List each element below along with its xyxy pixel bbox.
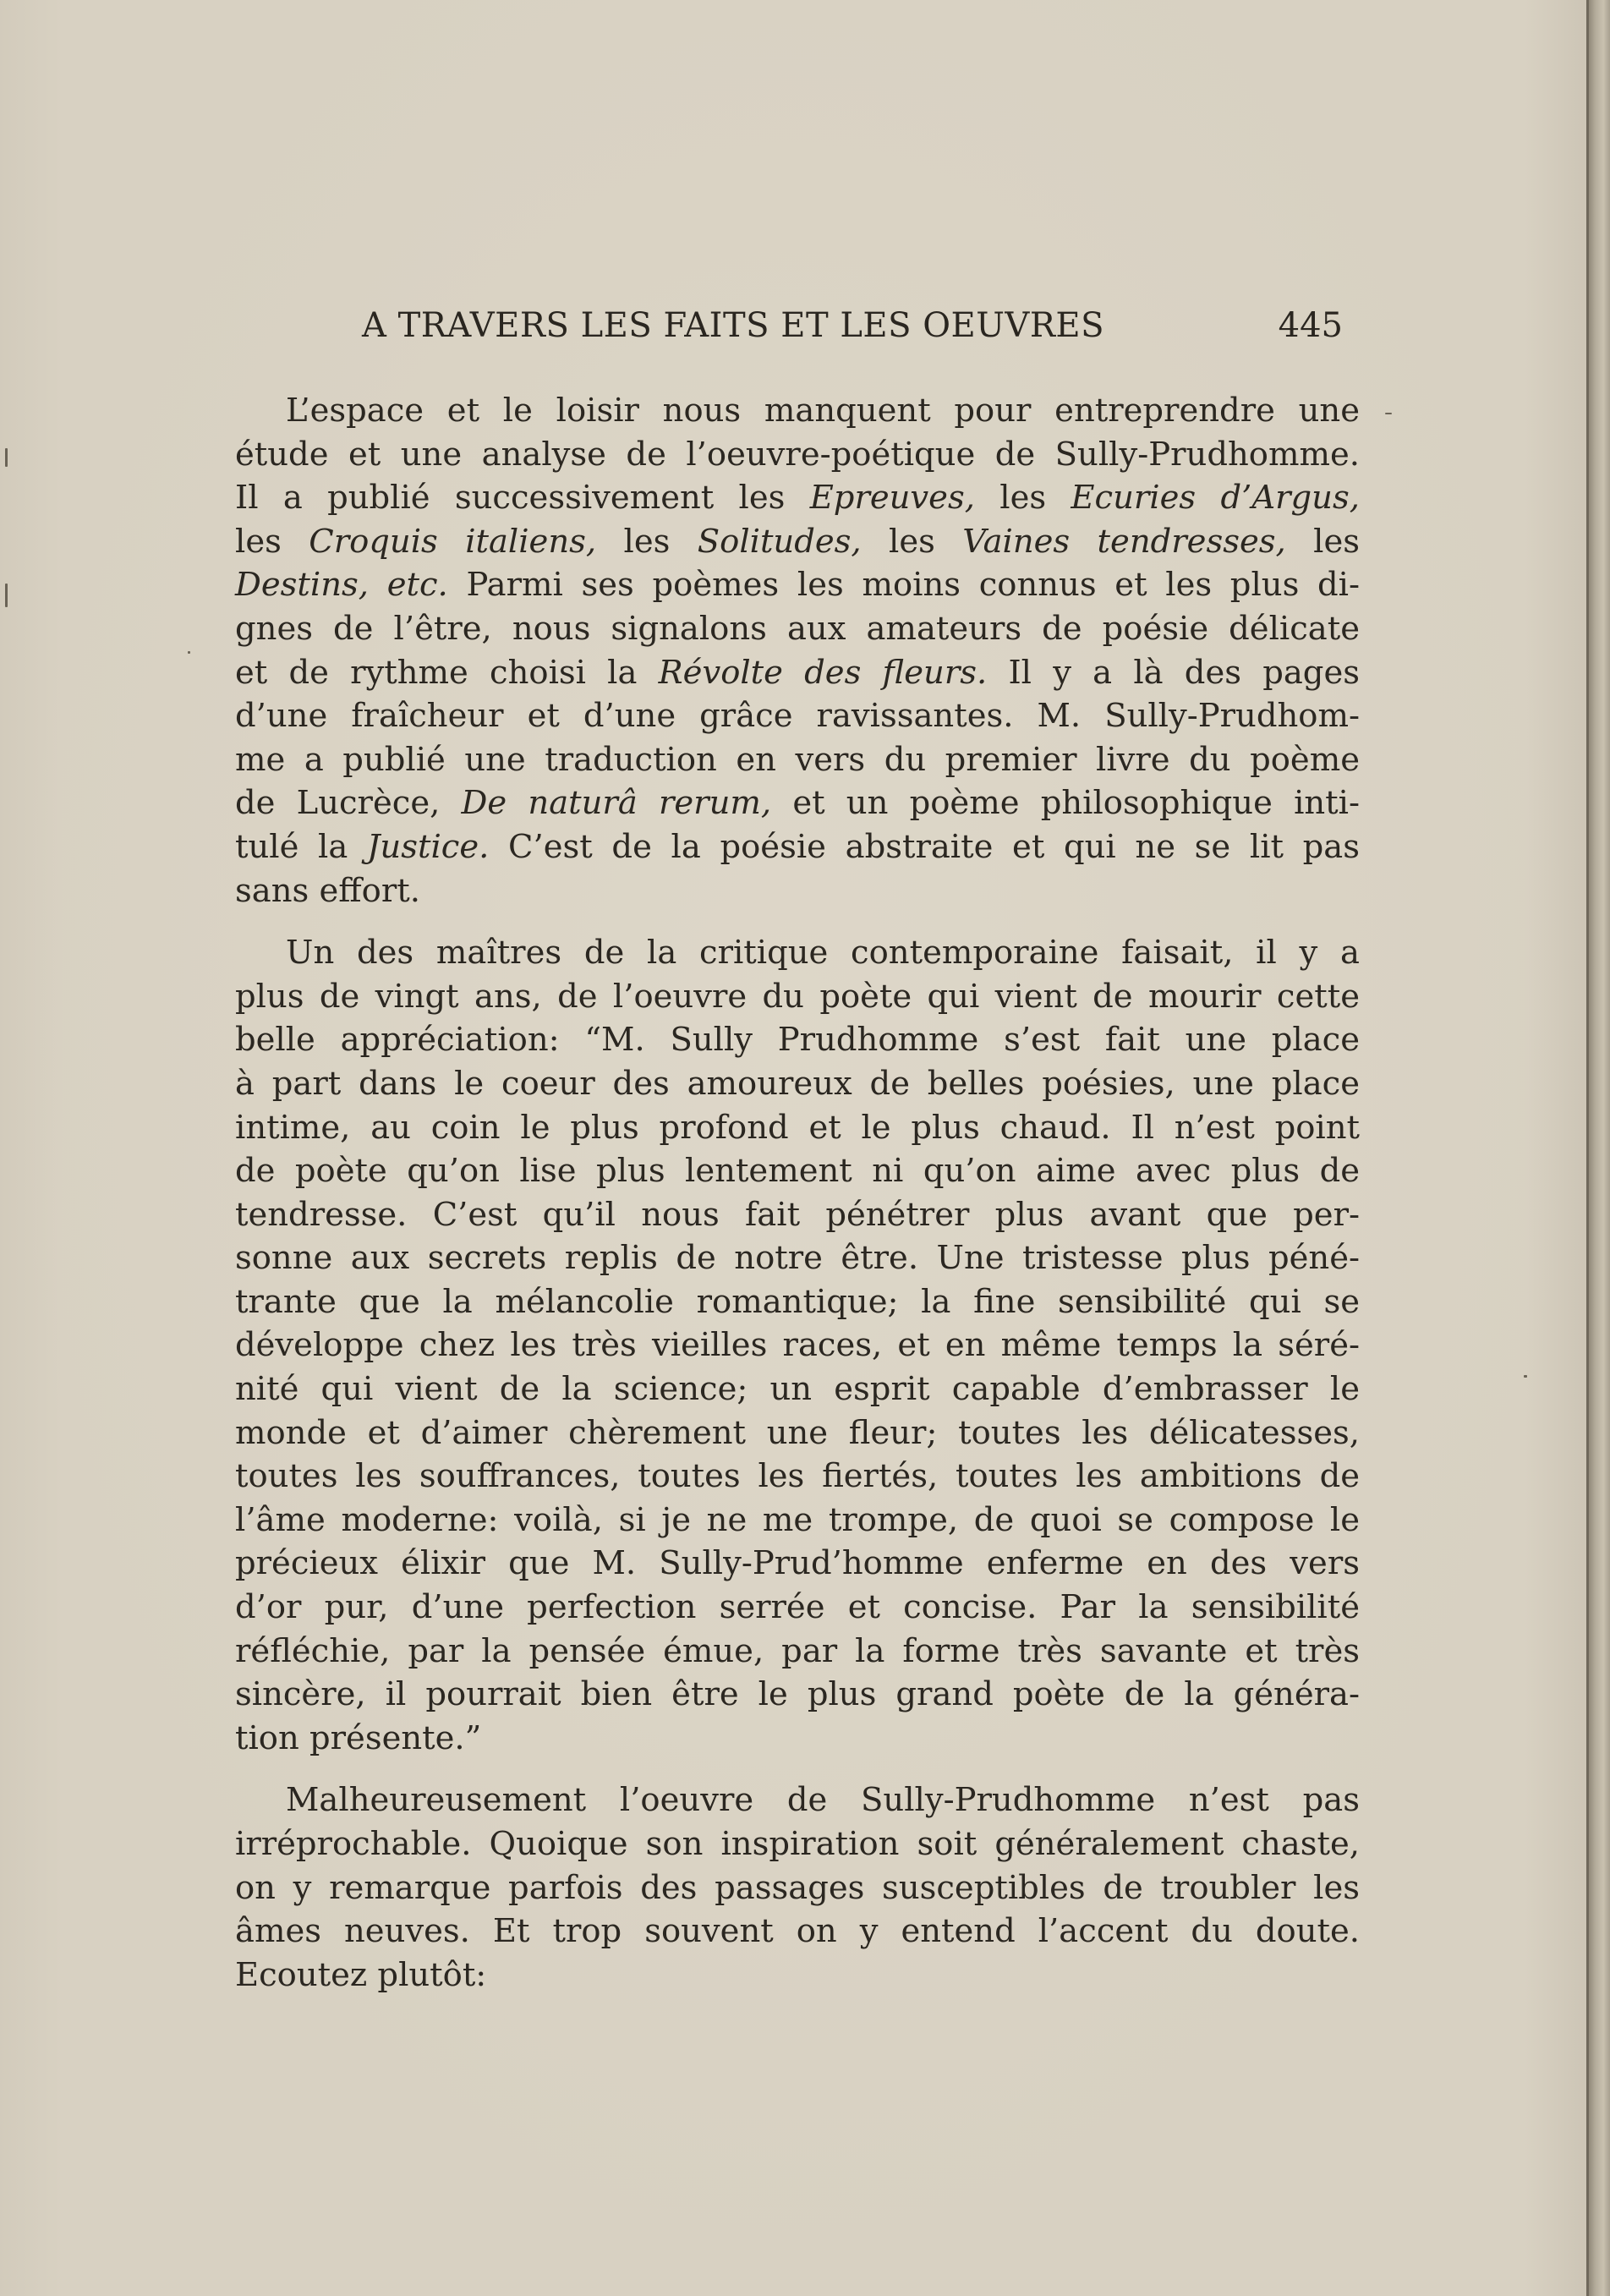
- paper-speck: [188, 651, 190, 654]
- running-title: A TRAVERS LES FAITS ET LES OEUVRES: [362, 306, 1105, 345]
- paper-speck: [1385, 413, 1392, 414]
- work-title: Vaines tendresses,: [962, 522, 1286, 561]
- paper-speck: [5, 448, 8, 467]
- text-line: précieux élixir que M. Sully-Prud’homme enferme en des vers: [235, 1544, 1360, 1583]
- paragraph-3: [235, 1778, 1360, 1997]
- work-title: Epreuves,: [809, 479, 975, 518]
- text-line: tulé la Justice. C’est de la poésie abstraite et qui ne se lit pas: [235, 827, 1361, 866]
- text-line: sans effort.: [235, 871, 420, 910]
- body-text: [235, 389, 1360, 1997]
- text-line: plus de vingt ans, de l’oeuvre du poète qui vient de mourir cette: [235, 977, 1360, 1016]
- text-line: réfléchie, par la pensée émue, par la forme très savante et très: [235, 1631, 1360, 1670]
- text-line: développe chez les très vieilles races, et en même temps la séré-: [235, 1326, 1360, 1365]
- text-line: Ecoutez plutôt:: [235, 1955, 487, 1994]
- text-line: tion présente.”: [235, 1718, 482, 1757]
- text-line: d’une fraîcheur et d’une grâce ravissantes. M. Sully-Prudhom-: [235, 697, 1360, 736]
- text-line: Malheureusement l’oeuvre de Sully-Prudhomme n’est pas: [286, 1781, 1360, 1820]
- page-number: 445: [1278, 306, 1343, 345]
- text-line: d’or pur, d’une perfection serrée et concise. Par la sensibilité: [235, 1588, 1360, 1627]
- text-line: âmes neuves. Et trop souvent on y entend l’accent du doute.: [235, 1912, 1360, 1951]
- text-line: Un des maîtres de la critique contemporaine faisait, il y a: [286, 934, 1360, 973]
- paragraph-2: [235, 931, 1360, 1760]
- text-line: l’âme moderne: voilà, si je ne me trompe, de quoi se compose le: [235, 1500, 1360, 1539]
- text-line: monde et d’aimer chèrement une fleur; toutes les délicatesses,: [235, 1413, 1360, 1452]
- text-line: sonne aux secrets replis de notre être. Une tristesse plus péné-: [235, 1239, 1360, 1278]
- paragraph-1: [235, 389, 1360, 912]
- work-title: Ecuries d’Argus,: [1071, 479, 1360, 518]
- text-line: gnes de l’être, nous signalons aux amateurs de poésie délicate: [235, 609, 1360, 648]
- work-title: Justice.: [367, 827, 490, 866]
- text-line: et de rythme choisi la Révolte des fleurs. Il y a là des pages: [235, 653, 1360, 692]
- text-line: belle appréciation: “M. Sully Prudhomme s’est fait une place: [235, 1021, 1360, 1060]
- text-line: de poète qu’on lise plus lentement ni qu’on aime avec plus de: [235, 1152, 1360, 1191]
- work-title: De naturâ rerum,: [461, 784, 772, 823]
- text-line: sincère, il pourrait bien être le plus grand poète de la généra-: [235, 1675, 1360, 1714]
- work-title: Croquis italiens,: [309, 522, 597, 561]
- work-title: Solitudes,: [697, 522, 862, 561]
- text-line: Destins, etc. Parmi ses poèmes les moins connus et les plus di-: [235, 566, 1360, 605]
- text-line: à part dans le coeur des amoureux de belles poésies, une place: [235, 1064, 1360, 1103]
- work-title: Destins, etc.: [235, 566, 448, 605]
- text-line: me a publié une traduction en vers du premier livre du poème: [235, 740, 1360, 779]
- text-line: L’espace et le loisir nous manquent pour entreprendre une: [286, 392, 1360, 430]
- text-line: étude et une analyse de l’oeuvre-poétique de Sully-Prudhomme.: [235, 435, 1360, 474]
- text-line: les Croquis italiens, les Solitudes, les Vaines tendresses, les: [235, 522, 1360, 561]
- text-line: Il a publié successivement les Epreuves, les Ecuries d’Argus,: [235, 479, 1360, 518]
- page-edge: [1588, 0, 1610, 2296]
- text-line: de Lucrèce, De naturâ rerum, et un poème philosophique inti-: [235, 784, 1360, 823]
- work-title: Révolte des fleurs.: [658, 653, 988, 692]
- page-edge-line: [1586, 0, 1589, 2296]
- text-line: trante que la mélancolie romantique; la fine sensibilité qui se: [235, 1282, 1360, 1321]
- text-line: on y remarque parfois des passages susceptibles de troubler les: [235, 1868, 1360, 1907]
- text-line: nité qui vient de la science; un esprit capable d’embrasser le: [235, 1370, 1360, 1409]
- text-line: irréprochable. Quoique son inspiration soit généralement chaste,: [235, 1825, 1360, 1863]
- paper-speck: [1524, 1375, 1527, 1378]
- text-line: tendresse. C’est qu’il nous fait pénétrer plus avant que per-: [235, 1195, 1360, 1234]
- text-line: toutes les souffrances, toutes les fiertés, toutes les ambitions de: [235, 1457, 1360, 1496]
- running-head: [362, 306, 1343, 357]
- paper-speck: [5, 584, 8, 607]
- text-line: intime, au coin le plus profond et le plus chaud. Il n’est point: [235, 1108, 1360, 1147]
